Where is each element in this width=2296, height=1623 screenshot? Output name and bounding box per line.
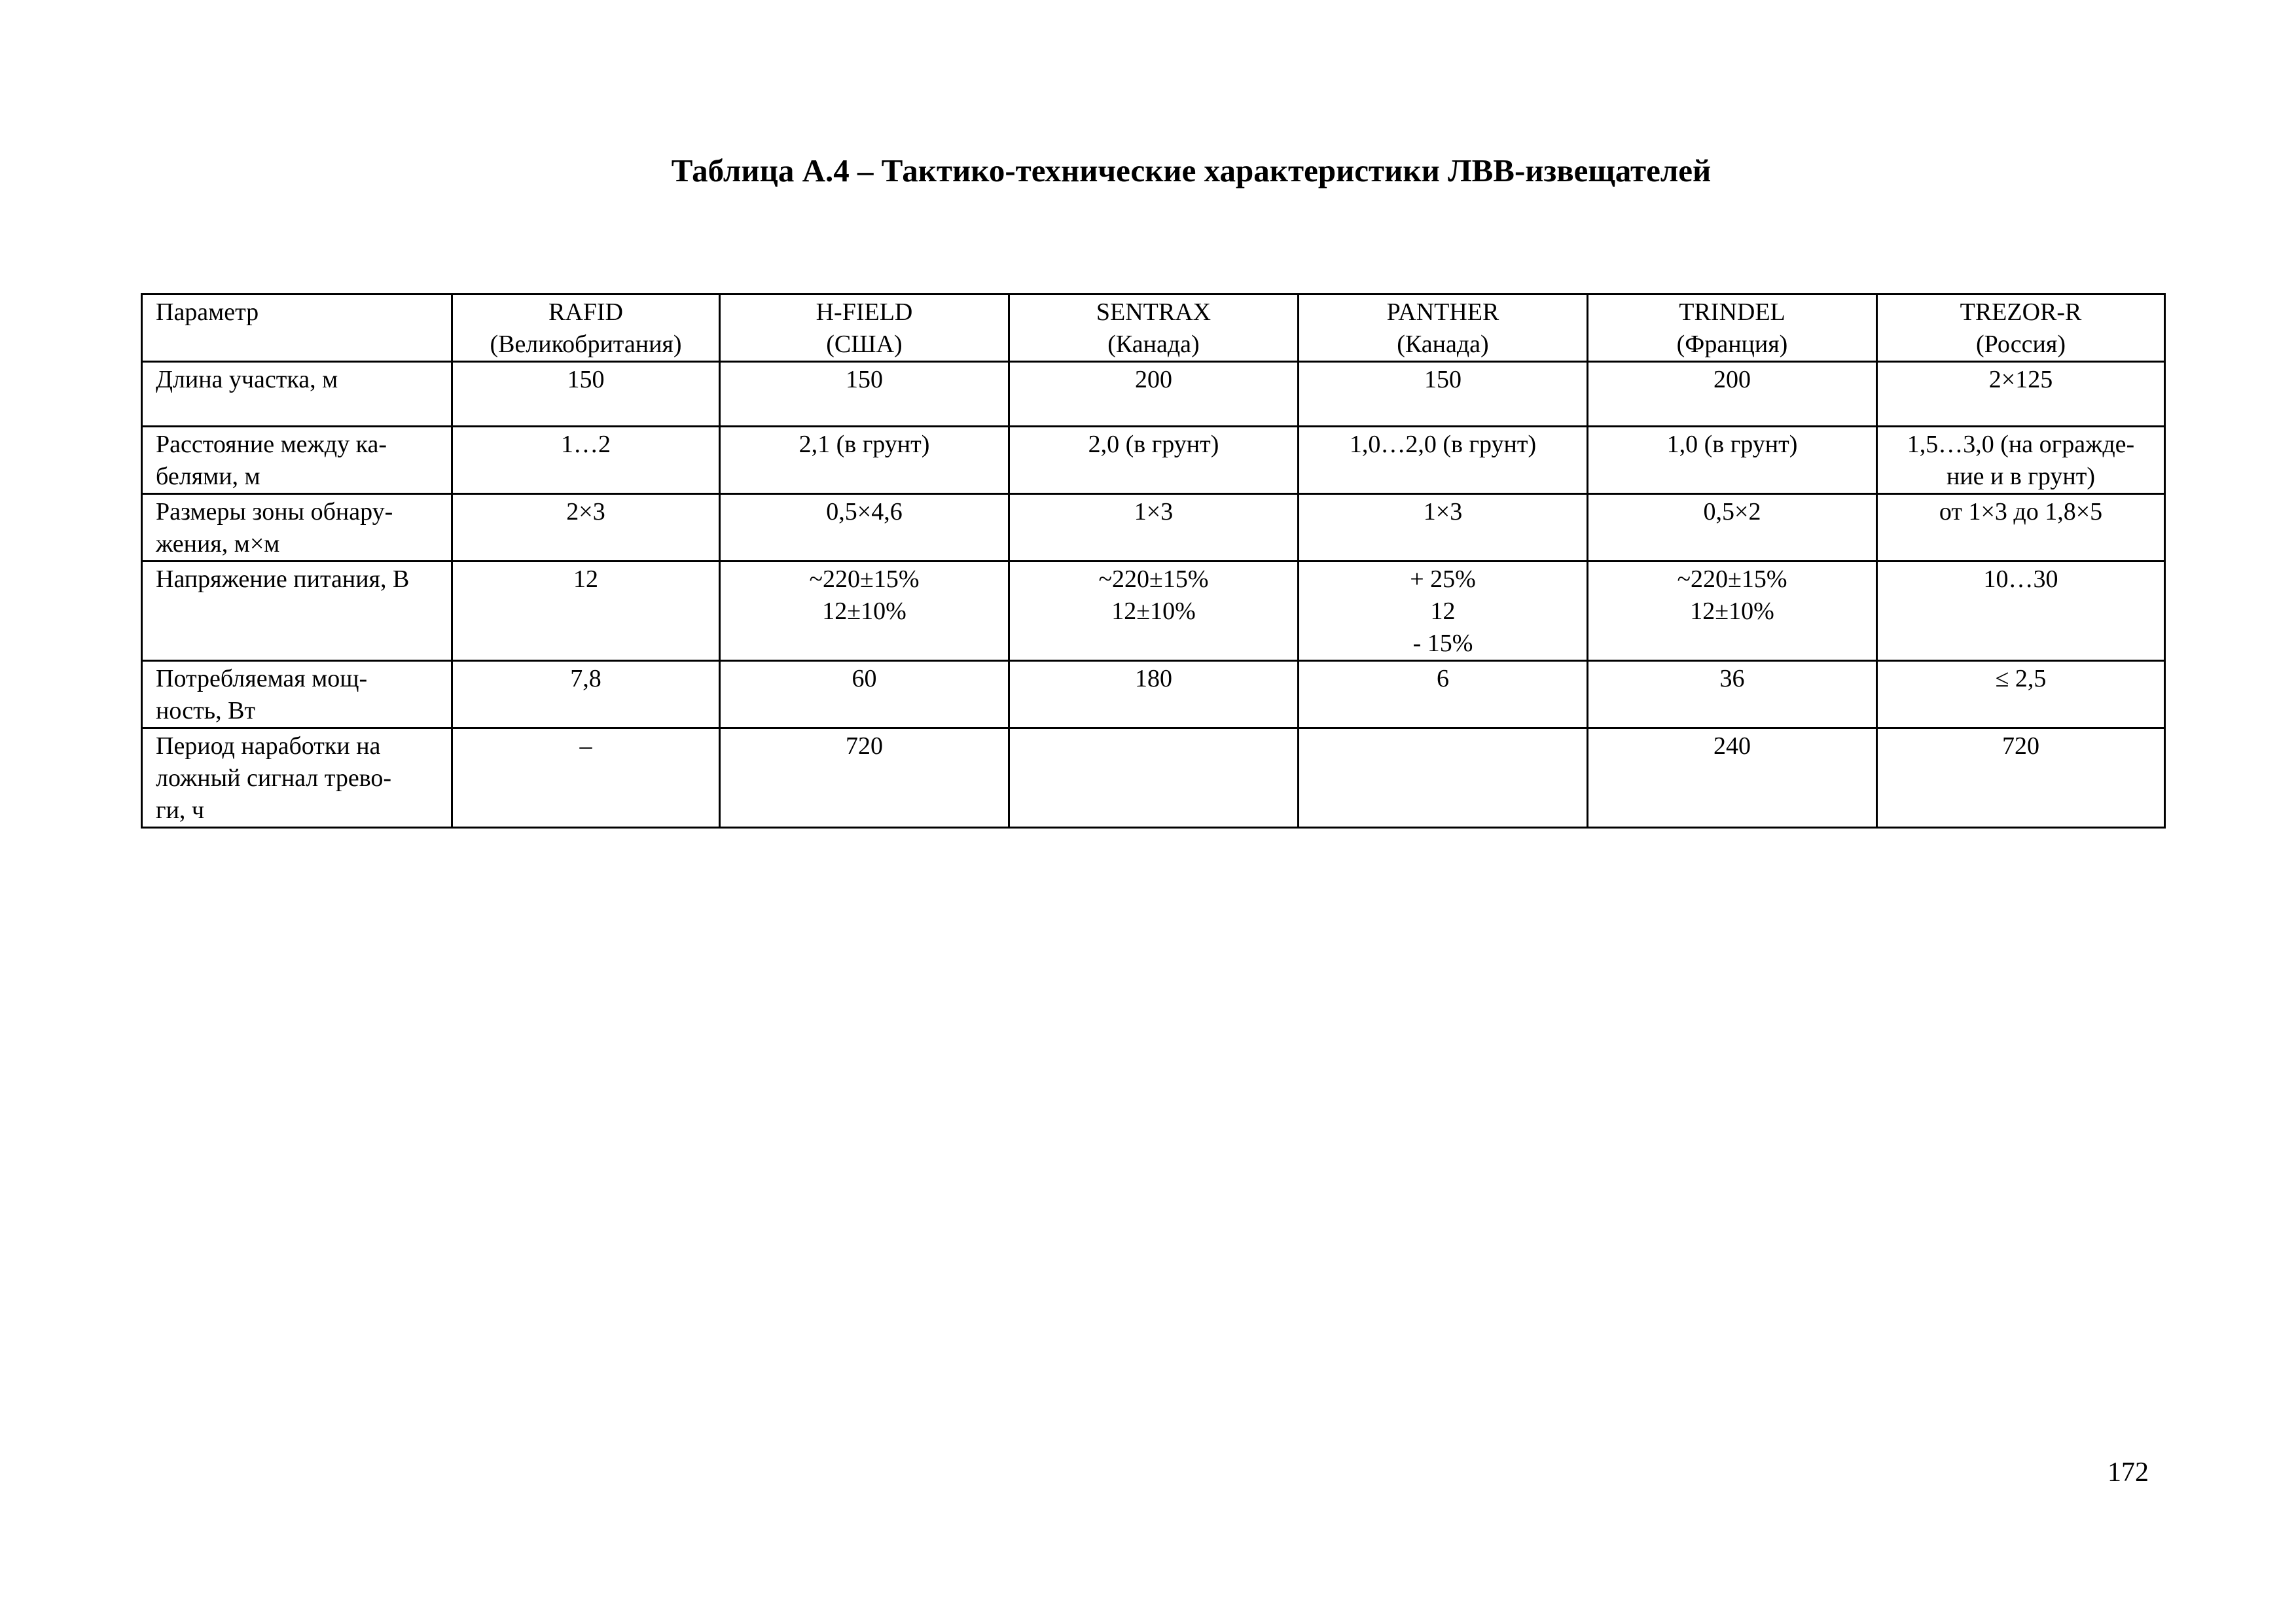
value-cell xyxy=(1877,494,2165,562)
value-cell xyxy=(452,661,720,728)
param-label-line: белями, м xyxy=(156,463,260,490)
value-line: – xyxy=(579,732,592,760)
column-header-rafid xyxy=(452,294,720,362)
value-line: 200 xyxy=(1135,366,1172,393)
table-row xyxy=(142,661,2165,728)
table-row xyxy=(142,494,2165,562)
table-body xyxy=(142,294,2165,828)
param-label-line: Период наработки на xyxy=(156,732,381,760)
column-country: (Канада) xyxy=(1107,330,1200,358)
param-cell xyxy=(142,362,452,427)
value-cell xyxy=(452,562,720,661)
param-label-line: ложный сигнал трево- xyxy=(156,764,392,792)
column-name: TRINDEL xyxy=(1679,298,1785,326)
value-line: ~220±15% xyxy=(1098,565,1209,593)
value-cell xyxy=(720,494,1009,562)
value-cell xyxy=(1299,494,1588,562)
param-label-line: Напряжение питания, В xyxy=(156,565,410,593)
column-country: (Канада) xyxy=(1397,330,1489,358)
column-country: (Великобритания) xyxy=(490,330,682,358)
table-row xyxy=(142,427,2165,494)
value-cell xyxy=(452,728,720,828)
value-line: 12±10% xyxy=(822,597,906,625)
param-cell xyxy=(142,427,452,494)
value-cell xyxy=(720,427,1009,494)
value-cell xyxy=(1588,362,1877,427)
value-cell xyxy=(1588,494,1877,562)
value-cell xyxy=(1009,427,1299,494)
param-label-line: Размеры зоны обнару- xyxy=(156,498,393,526)
value-cell xyxy=(1877,427,2165,494)
value-cell xyxy=(1299,362,1588,427)
value-cell xyxy=(1877,362,2165,427)
value-line xyxy=(1014,730,1293,762)
value-cell xyxy=(1877,661,2165,728)
param-label-line: Расстояние между ка- xyxy=(156,431,387,458)
value-cell xyxy=(1588,661,1877,728)
param-label-line: Потребляемая мощ- xyxy=(156,665,368,692)
column-name: RAFID xyxy=(548,298,624,326)
value-line: 150 xyxy=(846,366,883,393)
value-line: 60 xyxy=(852,665,877,692)
value-line: 12±10% xyxy=(1111,597,1196,625)
column-name: H-FIELD xyxy=(816,298,913,326)
value-line: 10…30 xyxy=(1983,565,2058,593)
value-cell xyxy=(1299,661,1588,728)
value-line: 6 xyxy=(1437,665,1449,692)
value-line: 1,0…2,0 (в грунт) xyxy=(1349,431,1537,458)
value-line: 180 xyxy=(1135,665,1172,692)
value-cell xyxy=(1588,427,1877,494)
value-line: 12 xyxy=(573,565,598,593)
param-header: Параметр xyxy=(156,298,259,326)
value-line: - 15% xyxy=(1412,630,1473,657)
value-cell xyxy=(720,661,1009,728)
value-cell xyxy=(1588,562,1877,661)
value-cell xyxy=(1877,562,2165,661)
value-line: + 25% xyxy=(1410,565,1476,593)
value-cell xyxy=(720,562,1009,661)
value-cell xyxy=(1588,728,1877,828)
param-label-line: жения, м×м xyxy=(156,530,280,558)
column-header-trindel xyxy=(1588,294,1877,362)
value-line: 0,5×2 xyxy=(1703,498,1761,526)
param-cell xyxy=(142,494,452,562)
value-line: 2×3 xyxy=(566,498,605,526)
value-line: 1,5…3,0 (на огражде- xyxy=(1907,431,2135,458)
param-header-cell xyxy=(142,294,452,362)
page-title: Таблица А.4 – Тактико-технические характеристики ЛВВ-извещателей xyxy=(671,152,1712,188)
value-line: 7,8 xyxy=(570,665,601,692)
value-line: 720 xyxy=(846,732,883,760)
column-country: (Франция) xyxy=(1676,330,1788,358)
value-cell xyxy=(720,362,1009,427)
value-cell xyxy=(452,362,720,427)
column-header-h-field xyxy=(720,294,1009,362)
value-line: 150 xyxy=(1424,366,1462,393)
table-row xyxy=(142,362,2165,427)
value-line: 2×125 xyxy=(1988,366,2053,393)
value-line xyxy=(1303,730,1583,762)
value-line: ≤ 2,5 xyxy=(1995,665,2047,692)
value-line: 2,0 (в грунт) xyxy=(1088,431,1219,458)
spec-table xyxy=(141,293,2166,829)
value-line: 12 xyxy=(1430,597,1456,625)
table-row xyxy=(142,728,2165,828)
column-name: TREZOR-R xyxy=(1960,298,2082,326)
value-line: 12±10% xyxy=(1690,597,1774,625)
value-cell xyxy=(1299,427,1588,494)
value-line: 200 xyxy=(1713,366,1751,393)
value-line: 720 xyxy=(2002,732,2039,760)
column-name: SENTRAX xyxy=(1096,298,1211,326)
value-line: 1…2 xyxy=(561,431,611,458)
param-label-line: ность, Вт xyxy=(156,697,256,724)
param-cell xyxy=(142,562,452,661)
value-line: 36 xyxy=(1719,665,1745,692)
value-line: 240 xyxy=(1713,732,1751,760)
value-line: 2,1 (в грунт) xyxy=(798,431,930,458)
value-line: ~220±15% xyxy=(1677,565,1787,593)
param-cell xyxy=(142,728,452,828)
column-header-panther xyxy=(1299,294,1588,362)
header-row xyxy=(142,294,2165,362)
param-label-line: Длина участка, м xyxy=(156,366,338,393)
value-line: ние и в грунт) xyxy=(1946,463,2095,490)
value-line: от 1×3 до 1,8×5 xyxy=(1939,498,2103,526)
column-header-trezor-r xyxy=(1877,294,2165,362)
value-line: 0,5×4,6 xyxy=(826,498,903,526)
value-line: 150 xyxy=(567,366,605,393)
param-cell xyxy=(142,661,452,728)
param-label-line: ги, ч xyxy=(156,796,205,824)
value-cell xyxy=(1009,728,1299,828)
value-cell xyxy=(1299,562,1588,661)
value-line: 1×3 xyxy=(1134,498,1174,526)
column-country: (США) xyxy=(826,330,903,358)
value-cell xyxy=(1009,494,1299,562)
column-name: PANTHER xyxy=(1386,298,1499,326)
value-cell xyxy=(1009,562,1299,661)
column-header-sentrax xyxy=(1009,294,1299,362)
value-cell xyxy=(1009,661,1299,728)
value-line: 1,0 (в грунт) xyxy=(1666,431,1798,458)
value-line: ~220±15% xyxy=(809,565,920,593)
value-cell xyxy=(452,427,720,494)
value-line: 1×3 xyxy=(1423,498,1463,526)
value-cell xyxy=(452,494,720,562)
page-number: 172 xyxy=(2108,1457,2149,1488)
value-cell xyxy=(1299,728,1588,828)
value-cell xyxy=(720,728,1009,828)
value-cell xyxy=(1009,362,1299,427)
table-row xyxy=(142,562,2165,661)
column-country: (Россия) xyxy=(1976,330,2066,358)
value-cell xyxy=(1877,728,2165,828)
